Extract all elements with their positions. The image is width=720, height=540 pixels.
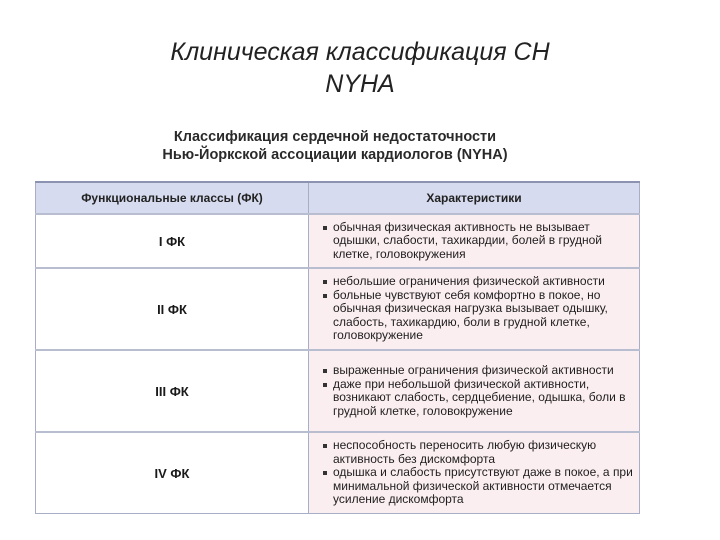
list-item: обычная физическая активность не вызывает одышки, слабости, тахикардии, болей в грудной клетке, головокружения	[323, 221, 635, 262]
characteristics-cell	[309, 350, 640, 432]
table-row	[36, 214, 640, 268]
list-item: одышка и слабость присутствуют даже в покое, а при минимальной физической активности отмечается усиление дискомфорта	[323, 466, 635, 507]
list-item: даже при небольшой физической активности, возникают слабость, сердцебиение, одышка, боли в грудной клетке, головокружение	[323, 378, 635, 419]
list-item: неспособность переносить любую физическую активность без дискомфорта	[323, 439, 635, 466]
fc-cell: III ФК	[36, 350, 309, 432]
characteristics-list	[309, 219, 639, 264]
table-heading	[90, 128, 580, 164]
table-row	[36, 350, 640, 432]
characteristics-cell	[309, 268, 640, 350]
characteristics-list	[309, 362, 639, 420]
list-item: небольшие ограничения физической активности	[323, 275, 635, 289]
table-row	[36, 268, 640, 350]
slide-title-line-2: NYHA	[325, 70, 395, 98]
characteristics-cell	[309, 214, 640, 268]
table-heading-line-2: Нью-Йоркской ассоциации кардиологов (NYHA)	[162, 147, 508, 163]
list-item: больные чувствуют себя комфортно в покое, но обычная физическая нагрузка вызывает одышку, слабость, тахикардию, боли в грудной клетке, головокружение	[323, 289, 635, 343]
nyha-classification-table	[35, 181, 640, 514]
table-row	[36, 432, 640, 514]
list-item: выраженные ограничения физической активности	[323, 364, 635, 378]
characteristics-cell	[309, 432, 640, 514]
fc-cell: II ФК	[36, 268, 309, 350]
slide-title-line-1: Клиническая классификация СН	[170, 38, 550, 66]
column-header-fc: Функциональные классы (ФК)	[36, 182, 309, 214]
characteristics-list	[309, 437, 639, 509]
table-heading-line-1: Классификация сердечной недостаточности	[173, 129, 497, 145]
fc-cell: IV ФК	[36, 432, 309, 514]
slide-title	[60, 36, 660, 100]
fc-cell: I ФК	[36, 214, 309, 268]
column-header-characteristics: Характеристики	[309, 182, 640, 214]
characteristics-list	[309, 273, 639, 345]
table-header-row	[36, 182, 640, 214]
